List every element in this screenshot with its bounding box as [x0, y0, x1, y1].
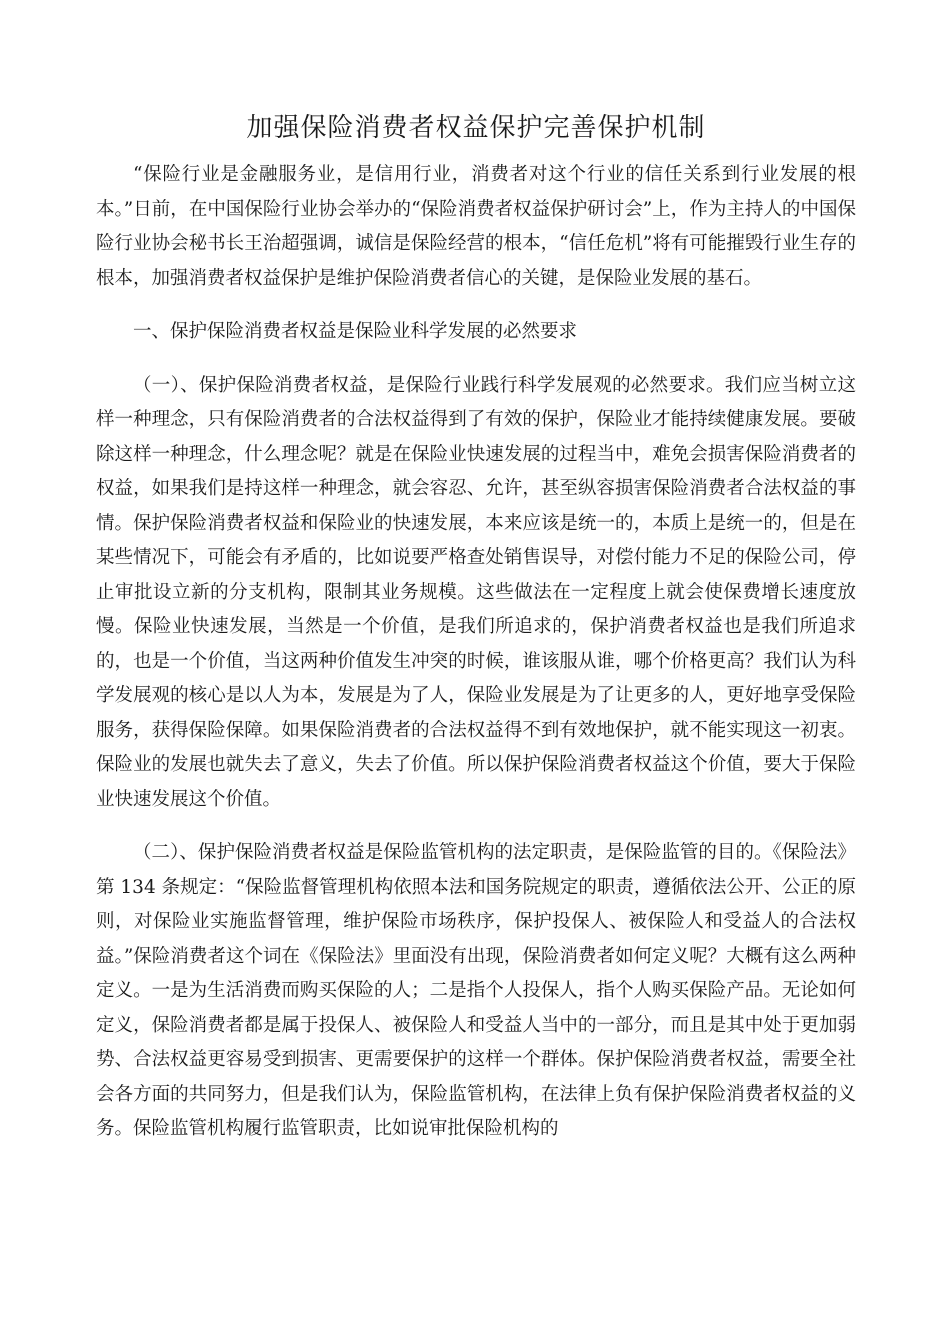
intro-paragraph: “保险行业是金融服务业，是信用行业，消费者对这个行业的信任关系到行业发展的根本。”日前，在中国保险行业协会举办的“保险消费者权益保护研讨会”上，作为主持人的中国保险行业协会秘书长王治超强调，诚信是保险经营的根本，“信任危机”将有可能摧毁行业生存的根本，加强消费者权益保护是维护保险消费者信心的关键，是保险业发展的基石。 — [96, 164, 856, 289]
document-title: 加强保险消费者权益保护完善保护机制 — [246, 113, 706, 143]
document-page — [96, 110, 856, 1147]
subsection-1-paragraph: （一）、保护保险消费者权益，是保险行业践行科学发展观的必然要求。我们应当树立这样一种理念，只有保险消费者的合法权益得到了有效的保护，保险业才能持续健康发展。要破除这样一种理念，什么理念呢？就是在保险业快速发展的过程当中，难免会损害保险消费者的权益，如果我们是持这样一种理念，就会容忍、允许，甚至纵容损害保险消费者合法权益的事情。保护保险消费者权益和保险业的快速发展，本来应该是统一的，本质上是统一的，但是在某些情况下，可能会有矛盾的，比如说要严格查处销售误导，对偿付能力不足的保险公司，停止审批设立新的分支机构，限制其业务规模。这些做法在一定程度上就会使保费增长速度放慢。保险业快速发展，当然是一个价值，是我们所追求的，保护消费者权益也是我们所追求的，也是一个价值，当这两种价值发生冲突的时候，谁该服从谁，哪个价格更高？我们认为科学发展观的核心是以人为本，发展是为了人，保险业发展是为了让更多的人，更好地享受保险服务，获得保险保障。如果保险消费者的合法权益得不到有效地保护，就不能实现这一初衷。保险业的发展也就失去了意义，失去了价值。所以保护保险消费者权益这个价值，要大于保险业快速发展这个价值。 — [96, 374, 856, 810]
paragraph-spacer — [96, 350, 856, 369]
paragraph-spacer — [96, 817, 856, 836]
section-heading: 一、保护保险消费者权益是保险业科学发展的必然要求 — [133, 321, 578, 342]
paragraph-spacer — [96, 296, 856, 315]
subsection-2-paragraph: （二）、保护保险消费者权益是保险监管机构的法定职责，是保险监管的目的。《保险法》第 134 条规定：“保险监督管理机构依照本法和国务院规定的职责，遵循依法公开、公正的原则，对保险业实施监督管理，维护保险市场秩序，保护投保人、被保险人和受益人的合法权益。”保险消费者这个词在《保险法》里面没有出现，保险消费者如何定义呢？大概有这么两种定义。一是为生活消费而购买保险的人；二是指个人投保人，指个人购买保险产品。无论如何定义，保险消费者都是属于投保人、被保险人和受益人当中的一部分，而且是其中处于更加弱势、合法权益更容易受到损害、更需要保护的这样一个群体。保护保险消费者权益，需要全社会各方面的共同努力，但是我们认为，保险监管机构，在法律上负有保护保险消费者权益的义务。保险监管机构履行监管职责，比如说审批保险机构的 — [96, 842, 856, 1139]
